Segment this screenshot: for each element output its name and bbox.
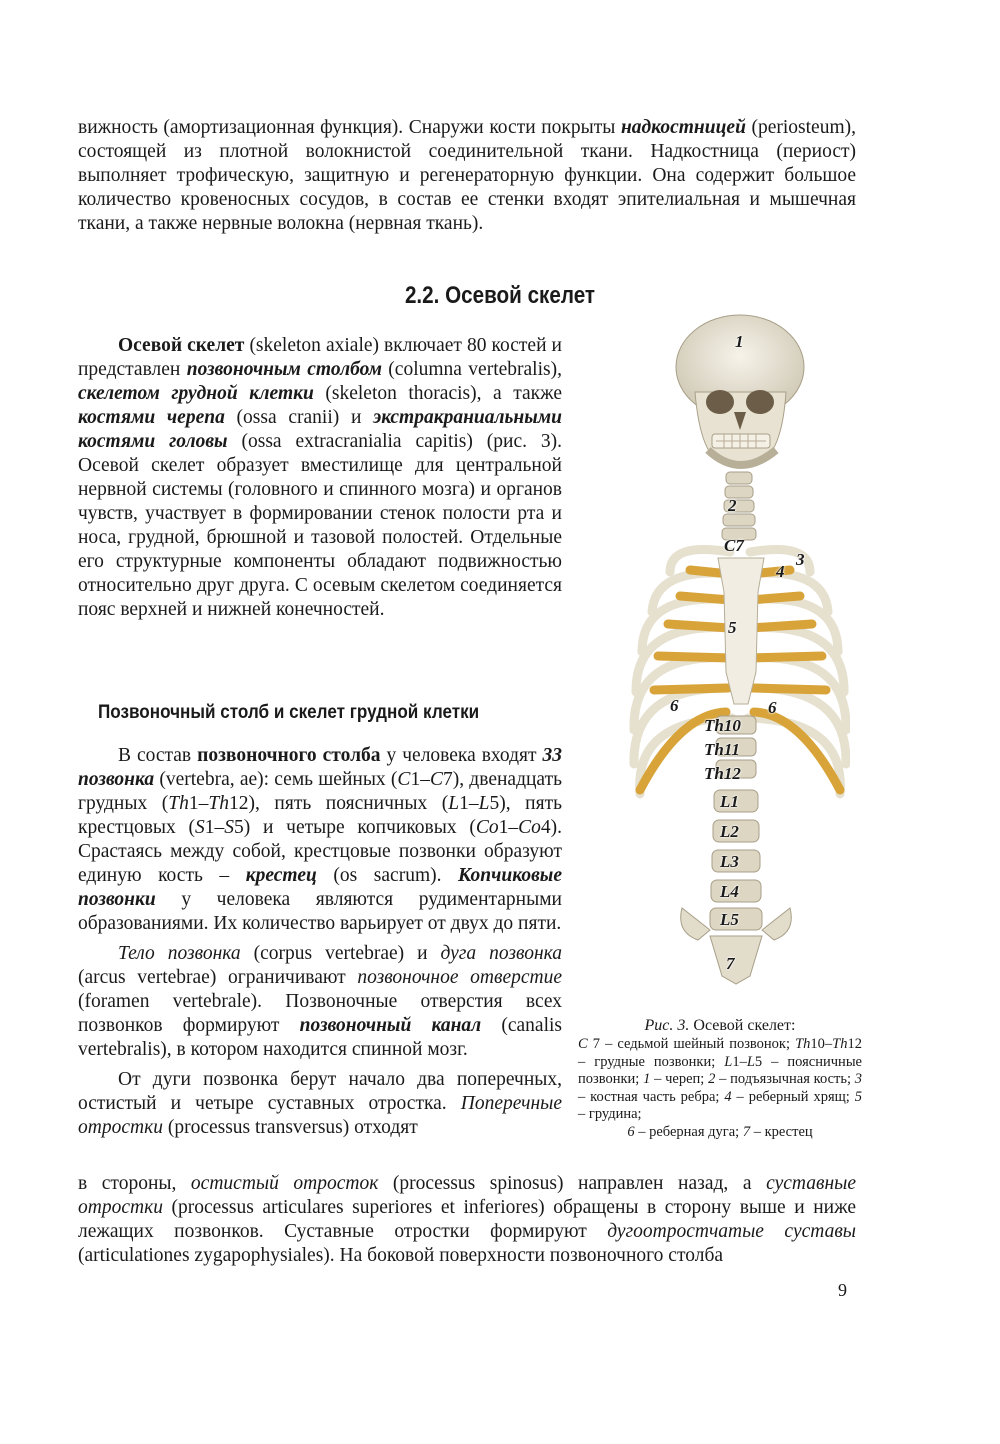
subsection-title: Позвоночный столб и скелет грудной клетки — [98, 702, 480, 723]
label-skull: 1 — [735, 332, 744, 351]
label-l5: L5 — [720, 910, 739, 929]
term-vertebral-column: позвоночным столбом — [186, 359, 382, 380]
term-periosteum: надкостницей — [620, 117, 746, 138]
label-th11: Th11 — [704, 740, 740, 759]
caption-last-line: 6 – реберная дуга; 7 – крестец — [627, 1123, 813, 1140]
spine-full-width-text — [78, 1172, 856, 1268]
label-cartilage: 4 — [776, 562, 785, 581]
label-l3: L3 — [720, 852, 739, 871]
axial-skeleton-paragraph: Осевой скелет (skeleton axiale) включает 80 костей и представлен позвоночным столбом (columna vertebralis), скелетом грудной клетки (skeleton thoracis), а также костями черепа (ossa cranii) и экстракраниальными костями головы (ossa extracranialia capitis) (рис. 3). Осевой скелет образует вместилище для центральной нервной системы (головного и спинного мозга) и органов чувств, участвует в формировании стенок полости рта и носа, грудной, брюшной и тазовой полостей. Отдельные его структурные компоненты обладают подвижностью относительно друг друга. С осевым скелетом соединяется пояс верхней и нижней конечностей. — [78, 335, 562, 620]
label-l2: L2 — [720, 822, 739, 841]
axial-skeleton-figure — [600, 312, 850, 992]
label-hyoid: 2 — [728, 496, 737, 515]
label-l4: L4 — [720, 882, 739, 901]
label-th10: Th10 — [704, 716, 741, 735]
label-arch-right: 6 — [768, 698, 777, 717]
spine-paragraph-3: От дуги позвонка берут начало два поперечных, остистый и четыре суставных отростка. Поперечные отростки (processus transversus) отходят — [78, 1069, 562, 1138]
label-sacrum: 7 — [726, 954, 735, 973]
term-extracranial-bones: экстракраниальными костями головы — [78, 407, 562, 452]
spine-paragraph-2: Тело позвонка (corpus vertebrae) и дуга позвонка (arcus vertebrae) ограничивают позвоночное отверстие (foramen vertebrale). Позвоночные отверстия всех позвонков формируют позвоночный канал (canalis vertebralis), в котором находится спинной мозг. — [78, 943, 563, 1060]
label-arch-left: 6 — [670, 696, 679, 715]
term-thorax: скелетом грудной клетки — [78, 383, 314, 404]
spine-column-text — [78, 744, 562, 1140]
label-rib-bone: 3 — [796, 550, 805, 569]
page-number: 9 — [838, 1280, 847, 1300]
sternum — [718, 558, 764, 704]
spine-paragraph-1: В состав позвоночного столба у человека входят 33 позвонка (vertebra, ae): семь шейных (C1–C7), двенадцать грудных (Th1–Th12), пять поясничных (L1–L5), пять крестцовых (S1–S5) и четыре копчиковых (Co1–Co4). Срастаясь между собой, крестцовые позвонки образуют единую кость – крестец (os sacrum). Копчиковые позвонки у человека являются рудиментарными образованиями. Их количество варьирует от двух до пяти. — [78, 745, 563, 934]
caption-title: Рис. 3. Осевой скелет: — [644, 1017, 796, 1034]
section-title: 2.2. Осевой скелет — [404, 282, 596, 309]
spine-paragraph-4: в стороны, остистый отросток (processus spinosus) направлен назад, а суставные отростки (processus articulares superiores et inferiores) обращены в сторону выше и ниже лежащих позвонков. Суставные отростки формируют дугоотростчатые суставы (articulationes zygapophysiales). На боковой поверхности позвоночного столба — [78, 1173, 856, 1266]
label-l1: L1 — [720, 792, 739, 811]
term-cranial-bones: костями черепа — [78, 407, 225, 428]
caption-body: C 7 – седьмой шейный позвонок; Th10–Th12 – грудные позвонки; L1–L5 – поясничные позвонки; 1 – череп; 2 – подъязычная кость; 3 – костная часть ребра; 4 – реберный хрящ; 5 – грудина; — [578, 1036, 863, 1123]
term-axial-skeleton: Осевой скелет — [118, 335, 245, 356]
intro-paragraph: вижность (амортизационная функция). Снаружи кости покрыты надкостницей (periosteum), состоящей из плотной волокнистой соединительной ткани. Надкостница (периост) выполняет трофическую, защитную и регенераторную функции. Она содержит большое количество кровеносных сосудов, в состав ее стенки входят эпителиальная и мышечная ткани, а также нервные волокна (нервная ткань). — [78, 117, 857, 234]
label-c7: C7 — [724, 536, 744, 555]
figure-caption — [578, 1016, 862, 1142]
label-th12: Th12 — [704, 764, 741, 783]
label-sternum: 5 — [728, 618, 737, 637]
